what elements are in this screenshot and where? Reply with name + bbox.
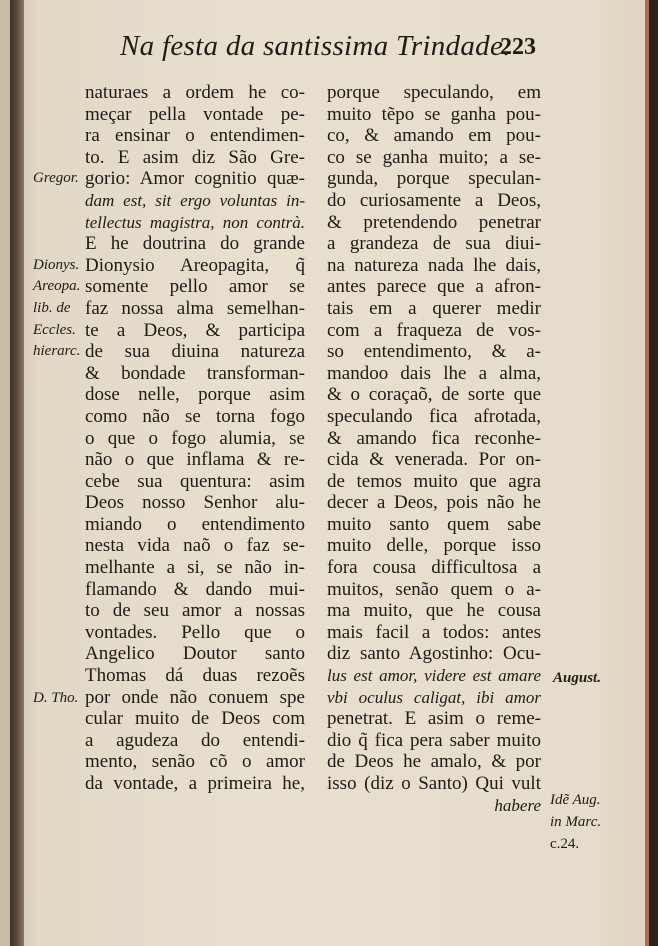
text-line: antes parece que a afron- — [327, 276, 541, 298]
text-line: co, & amando em pou- — [327, 125, 541, 147]
text-line: com a fraqueza de vos- — [327, 319, 541, 341]
text-line: nesta vida naõ o faz se- — [85, 535, 305, 557]
text-line: Deos nosso Senhor alu- — [85, 492, 305, 514]
margin-note: Idẽ Aug. — [550, 792, 601, 808]
text-line: gorio: Amor cognitio quæ- — [85, 168, 305, 190]
text-line: Dionysio Areopagita, q̃ — [85, 254, 305, 276]
margin-note: August. — [553, 670, 601, 686]
text-line: muito delle, porque isso — [327, 535, 541, 557]
margin-note: Areopa. — [33, 278, 81, 294]
text-line: dam est, sit ergo voluntas in- — [85, 190, 305, 210]
margin-note: Gregor. — [33, 170, 79, 186]
text-line: flamando & dando mui- — [85, 578, 305, 600]
facing-page-edge — [0, 0, 10, 946]
text-line: melhante a si, se não in- — [85, 557, 305, 579]
text-line: speculando fica afrotada, — [327, 405, 541, 427]
text-line: & pretendendo penetrar — [327, 211, 541, 233]
text-line: to. E asim diz São Gre- — [85, 146, 305, 168]
left-text-column — [85, 82, 305, 795]
text-line: habere — [494, 795, 541, 815]
book-binding-shadow — [10, 0, 24, 946]
text-line: so entendimento, & a- — [327, 341, 541, 363]
text-line: & bondade transforman- — [85, 362, 305, 384]
text-line: de Deos he amalo, & por — [327, 751, 541, 773]
text-line: faz nossa alma semelhan- — [85, 297, 305, 319]
text-line: to de seu amor a nossas — [85, 600, 305, 622]
text-line: da vontade, a primeira he, — [85, 773, 305, 794]
text-line: penetrat. E asim o reme- — [327, 708, 541, 730]
margin-note: D. Tho. — [33, 690, 79, 706]
text-line: Thomas dá duas rezoẽs — [85, 665, 305, 687]
text-line: dose nelle, porque asim — [85, 384, 305, 406]
margin-note: Eccles. — [33, 322, 76, 338]
margin-note: Dionys. — [33, 257, 80, 273]
text-line: miando o entendimento — [85, 513, 305, 535]
text-line: mento, senão cõ o amor — [85, 751, 305, 773]
text-line: co se ganha muito; a se- — [327, 146, 541, 168]
text-line: E he doutrina do grande — [85, 233, 305, 255]
text-line: gunda, porque speculan- — [327, 168, 541, 190]
text-line: te a Deos, & participa — [85, 319, 305, 341]
text-line: o que o fogo alumia, se — [85, 427, 305, 449]
text-line: tais em a querer medir — [327, 297, 541, 319]
text-line: a agudeza do entendi- — [85, 729, 305, 751]
right-text-column — [327, 82, 541, 816]
text-line: & amando fica reconhe- — [327, 427, 541, 449]
text-line: vontades. Pello que o — [85, 621, 305, 643]
text-line: muito santo quem sabe — [327, 513, 541, 535]
text-line: diz santo Agostinho: Ocu- — [327, 643, 541, 665]
text-line: de temos muito que agra — [327, 470, 541, 492]
margin-note: hierarc. — [33, 343, 81, 359]
text-line: isso (diz o Santo) Qui vult — [327, 773, 541, 794]
running-title: Na festa da santissima Trindade. — [120, 30, 511, 62]
text-line: por onde não conuem spe — [85, 686, 305, 708]
margin-note: in Marc. — [550, 814, 602, 830]
text-line: a grandeza de sua diui- — [327, 233, 541, 255]
text-line: naturaes a ordem he co- — [85, 82, 305, 103]
text-line: como não se torna fogo — [85, 405, 305, 427]
text-line: Angelico Doutor santo — [85, 643, 305, 665]
text-line: decer a Deos, pois não he — [327, 492, 541, 514]
text-line: vbi oculus caligat, ibi amor — [327, 687, 541, 707]
text-line: mandoo dais lhe a alma, — [327, 362, 541, 384]
text-line: tellectus magistra, non contrà. — [85, 212, 305, 232]
text-line: dio q̃ fica pera saber muito — [327, 729, 541, 751]
text-line: & o coraçaõ, de sorte que — [327, 384, 541, 406]
text-line: não o que inflama & re- — [85, 449, 305, 471]
text-line: cida & venerada. Por on- — [327, 449, 541, 471]
text-line: muito tẽpo se ganha pou- — [327, 103, 541, 125]
text-line: muitos, senão quem o a- — [327, 578, 541, 600]
text-line: cebe sua quentura: asim — [85, 470, 305, 492]
margin-note: c.24. — [550, 836, 580, 852]
text-line: fora cousa difficultosa a — [327, 557, 541, 579]
text-line: porque speculando, em — [327, 82, 541, 103]
text-line: cular muito de Deos com — [85, 708, 305, 730]
text-line: de sua diuina natureza — [85, 341, 305, 363]
text-line: mais facil a todos: antes — [327, 621, 541, 643]
scan-border — [649, 0, 658, 946]
text-line: meçar pella vontade pe- — [85, 103, 305, 125]
text-line: somente pello amor se — [85, 276, 305, 298]
text-line: na natureza nada lhe dais, — [327, 254, 541, 276]
page-number: 223 — [500, 34, 536, 60]
text-line: ra ensinar o entendimen- — [85, 125, 305, 147]
text-line: ma muito, que he cousa — [327, 600, 541, 622]
margin-note: lib. de — [33, 300, 71, 316]
text-line: do curiosamente a Deos, — [327, 189, 541, 211]
text-line: lus est amor, videre est amare — [327, 666, 541, 686]
